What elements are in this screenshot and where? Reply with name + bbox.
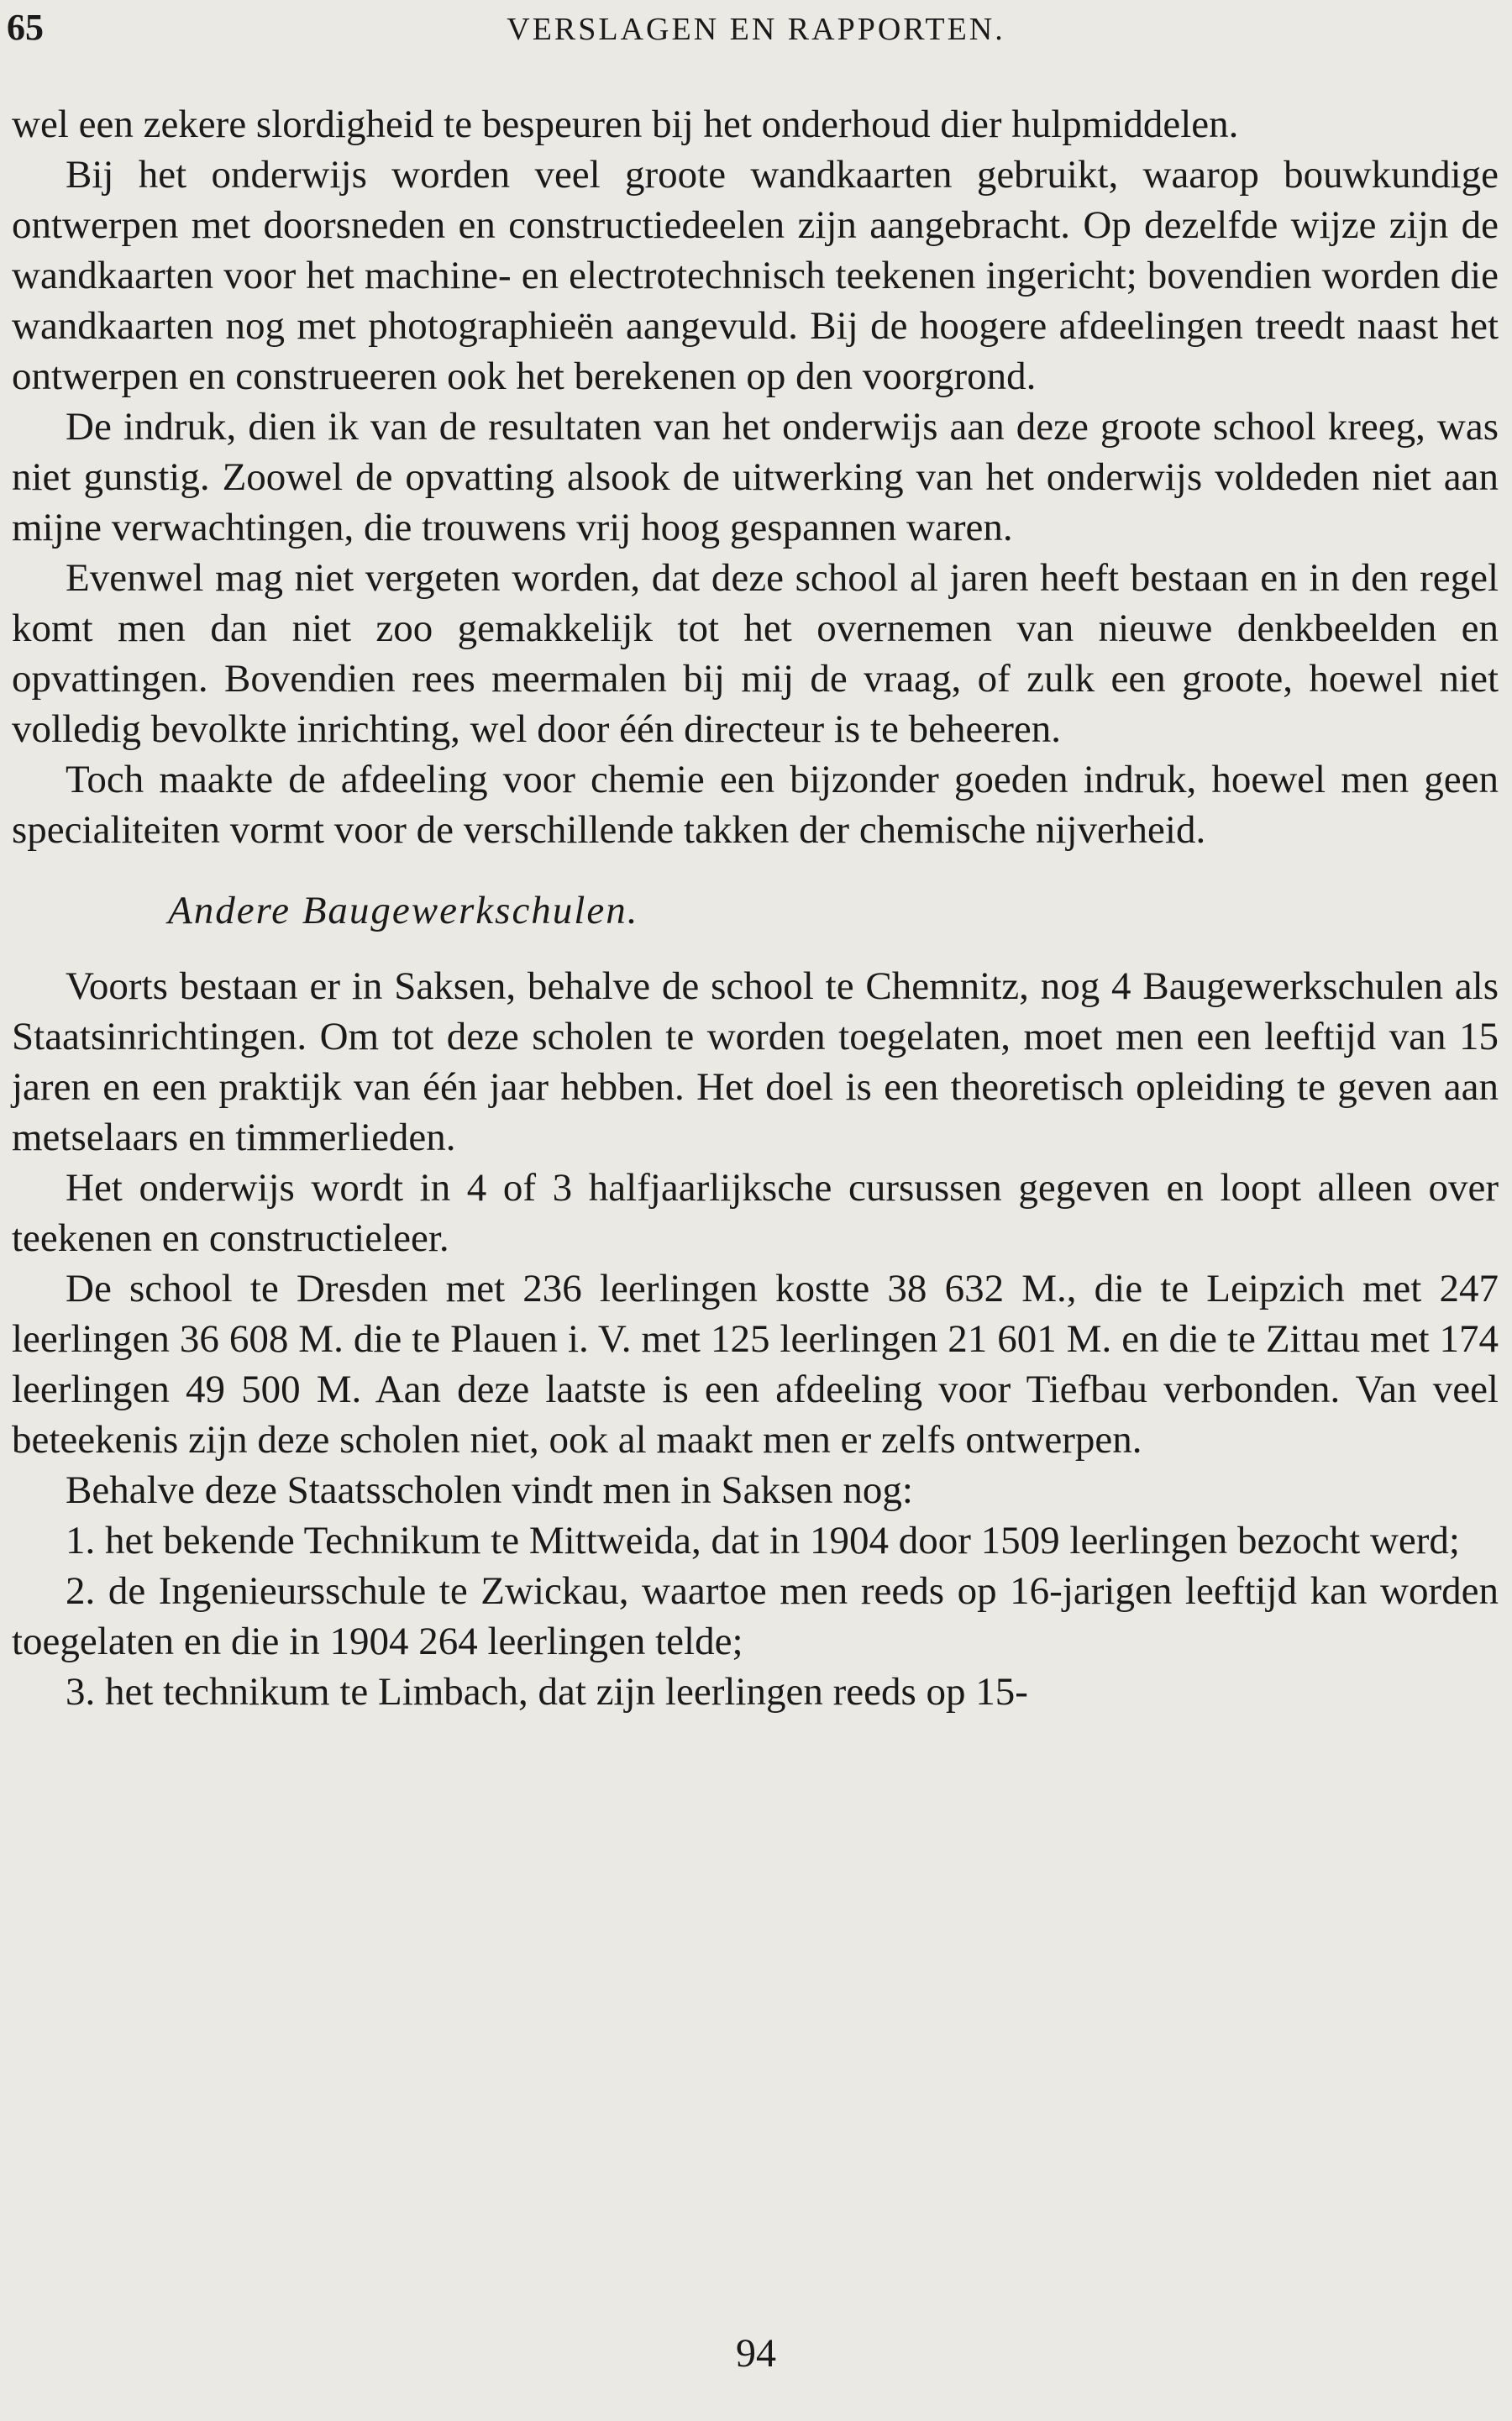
paragraph-evenwel: Evenwel mag niet vergeten worden, dat deze school al jaren heeft bestaan en in den regel komt men dan niet zoo gemakkelijk tot het overnemen van nieuwe denkbeelden en opvattingen. Bovendien rees meermalen bij mij de vraag, of zulk een groote, hoewel niet volledig bevolkte inrichting, wel door één directeur is te beheeren. <box>12 556 1499 751</box>
paragraph-saksen: Voorts bestaan er in Saksen, behalve de school te Chemnitz, nog 4 Baugewerkschulen als Staatsinrichtingen. Om tot deze scholen te worden toegelaten, moet men een leeftijd van 15 jaren en een praktijk van één jaar hebben. Het doel is een theoretisch opleiding te geven aan metselaars en timmerlieden. <box>12 964 1499 1159</box>
page-header <box>0 7 1512 49</box>
paragraph-onderwijs: Het onderwijs wordt in 4 of 3 halfjaarlijksche cursussen gegeven en loopt alleen over teekenen en constructieleer. <box>12 1166 1499 1260</box>
paragraph-kosten: De school te Dresden met 236 leerlingen kostte 38 632 M., die te Leipzich met 247 leerlingen 36 608 M. die te Plauen i. V. met 125 leerlingen 21 601 M. en die te Zittau met 174 leerlingen 49 500 M. Aan deze laatste is een afdeeling voor Tiefbau verbonden. Van veel beteekenis zijn deze scholen niet, ook al maakt men er zelfs ontwerpen. <box>12 1267 1499 1462</box>
paragraph-wandkaarten: Bij het onderwijs worden veel groote wandkaarten gebruikt, waarop bouwkundige ontwerpen met doorsneden en constructiedeelen zijn aangebracht. Op dezelfde wijze zijn de wandkaarten voor het machine- en electrotechnisch teekenen ingericht; bovendien worden die wandkaarten nog met photographieën aangevuld. Bij de hoogere afdeelingen treedt naast het ontwerpen en construeeren ook het berekenen op den voorgrond. <box>12 153 1499 398</box>
list-item: 3. het technikum te Limbach, dat zijn leerlingen reeds op 15- <box>66 1670 1028 1714</box>
paragraph-staatsscholen: Behalve deze Staatsscholen vindt men in Saksen nog: <box>66 1468 913 1512</box>
running-head: VERSLAGEN EN RAPPORTEN. <box>507 12 1005 47</box>
paragraph-indruk: De indruk, dien ik van de resultaten van het onderwijs aan deze groote school kreeg, was niet gunstig. Zoowel de opvatting alsook de uitwerking van het onderwijs voldeden niet aan mijne verwachtingen, die trouwens vrij hoog gespannen waren. <box>12 405 1499 549</box>
paragraph-continuation: wel een zekere slordigheid te bespeuren bij het onderhoud dier hulpmiddelen. <box>12 102 1239 146</box>
page-number: 65 <box>7 7 44 48</box>
body-text <box>12 99 1499 1717</box>
section-heading: Andere Baugewerkschulen. <box>168 889 639 932</box>
list-item: 2. de Ingenieursschule te Zwickau, waartoe men reeds op 16-jarigen leeftijd kan worden toegelaten en die in 1904 264 leerlingen telde; <box>12 1569 1499 1663</box>
paragraph-chemie: Toch maakte de afdeeling voor chemie een bijzonder goeden indruk, hoewel men geen specialiteiten vormt voor de verschillende takken der chemische nijverheid. <box>12 758 1499 852</box>
folio-number: 94 <box>736 2331 776 2376</box>
list-item: 1. het bekende Technikum te Mittweida, dat in 1904 door 1509 leerlingen bezocht werd; <box>66 1519 1460 1562</box>
